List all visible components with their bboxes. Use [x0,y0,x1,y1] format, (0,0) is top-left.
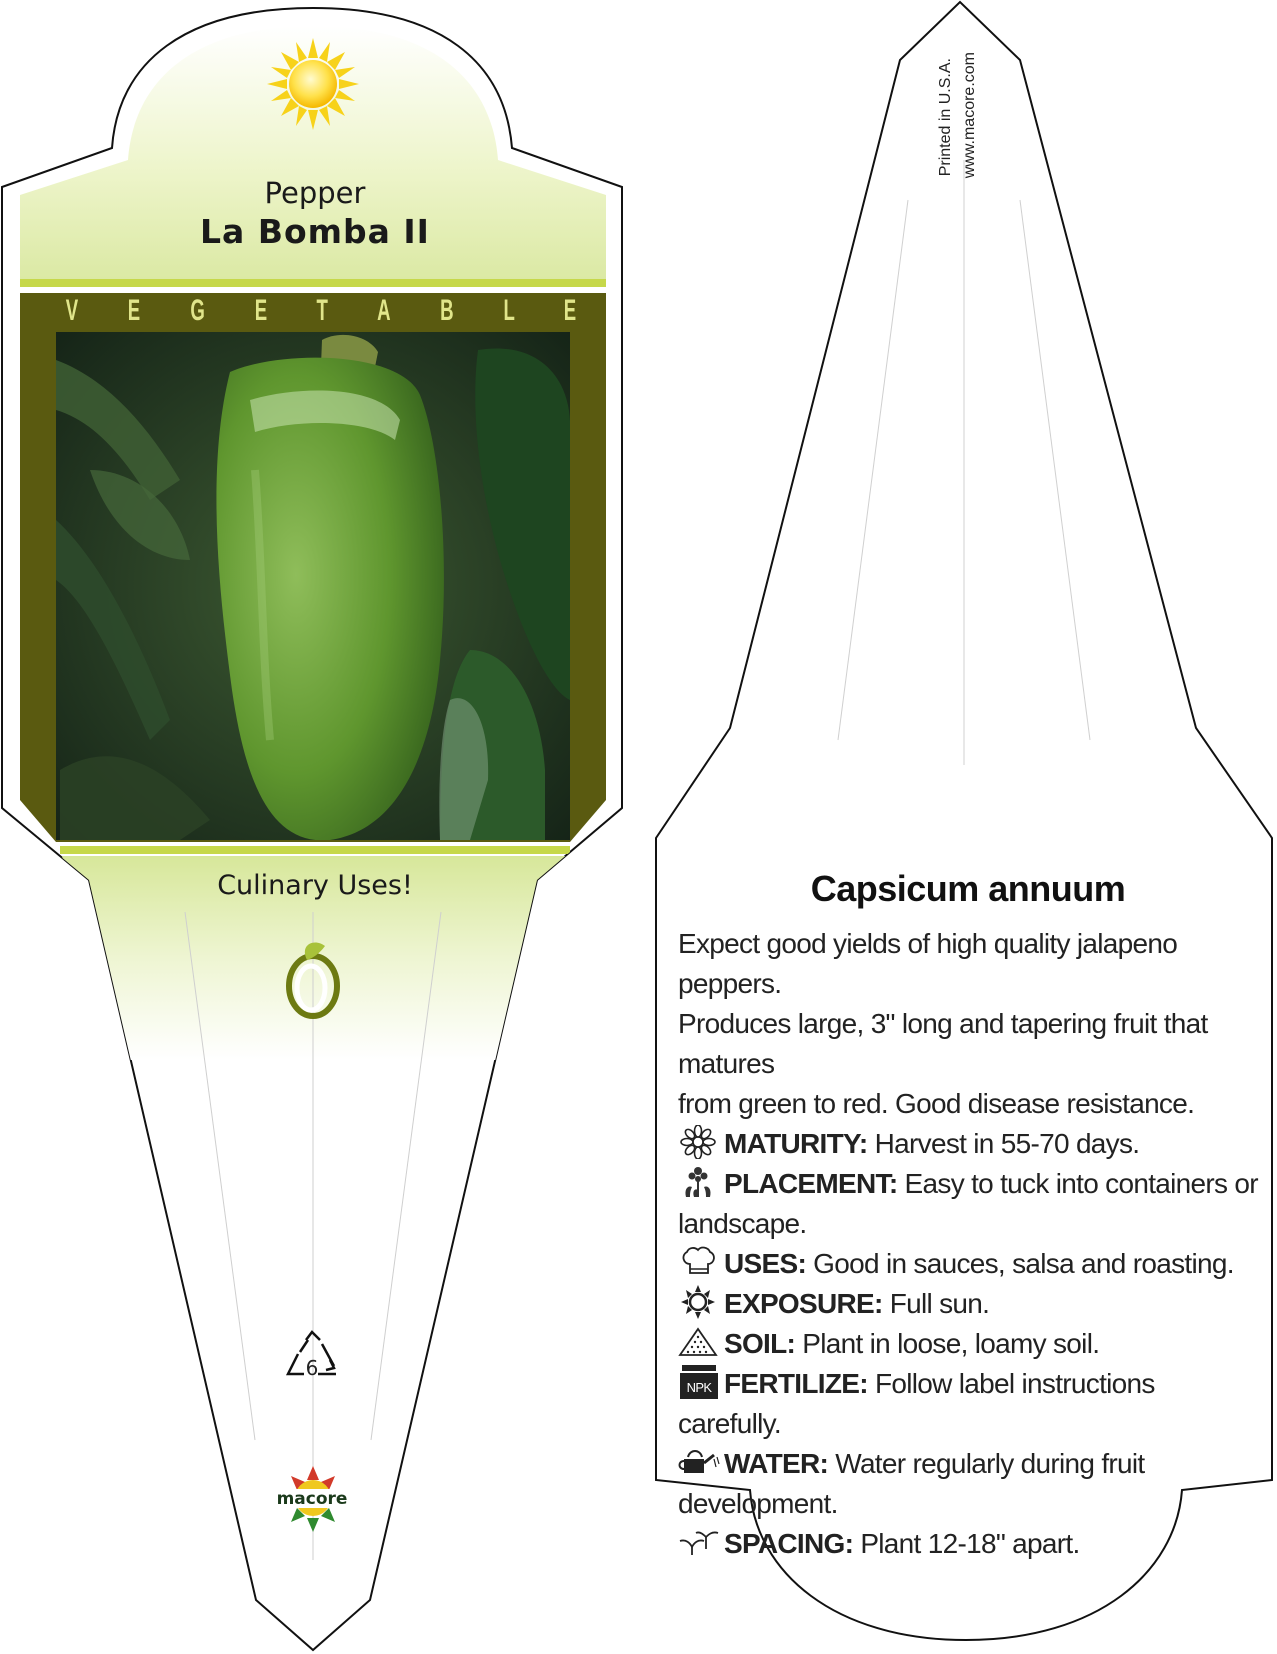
description-line: Expect good yields of high quality jalapeno peppers. [678,928,1178,999]
category-letter: E [254,294,268,327]
website: www.macore.com [961,52,978,179]
care-spacing [678,1524,1258,1564]
description-line: Produces large, 3" long and tapering fruit that matures [678,1008,1208,1079]
category-letter: A [376,294,391,327]
soil-icon [678,1325,720,1359]
care-label: USES: [724,1248,807,1279]
species-name: Capsicum annuum [810,868,1126,909]
care-text: Harvest in 55-70 days. [874,1128,1140,1159]
care-text: development. [678,1488,838,1519]
care-fertilize [678,1364,1258,1444]
variety-name: La Bomba II [200,212,430,251]
recycle-code: 6 [305,1356,319,1380]
category-letter: G [190,294,205,327]
npk-icon [678,1365,720,1399]
care-text: Plant 12-18" apart. [860,1528,1080,1559]
care-text: Follow label instructions carefully. [678,1368,1155,1439]
care-text: Water regularly during fruit [835,1448,1145,1479]
care-maturity [678,1124,1258,1164]
care-label: FERTILIZE: [724,1368,868,1399]
care-water [678,1444,1258,1524]
watering-can-icon [678,1445,720,1479]
care-text: Easy to tuck into containers or [904,1168,1258,1199]
category-letter: E [563,294,577,327]
flower-icon [678,1125,720,1159]
category-letter: L [503,294,515,327]
care-info [678,868,1258,1564]
plants-icon [678,1165,720,1199]
care-label: MATURITY: [724,1128,868,1159]
care-text: landscape. [678,1208,807,1239]
common-name: Pepper [264,176,366,210]
brand-name: macore [276,1489,348,1509]
category-letter: B [440,294,454,327]
category-letter: T [316,294,328,327]
description [678,924,1258,1124]
care-label: SPACING: [724,1528,854,1559]
svg-text:NPK: NPK [686,1380,712,1395]
care-text: Full sun. [889,1288,990,1319]
product-photo [56,332,570,840]
care-placement [678,1164,1258,1244]
chef-hat-icon [678,1245,720,1279]
care-label: SOIL: [724,1328,796,1359]
care-label: WATER: [724,1448,829,1479]
spacing-icon [678,1525,720,1559]
category-band [20,294,608,328]
feature-text: Culinary Uses! [217,870,413,901]
sun-icon [678,1285,720,1319]
care-label: EXPOSURE: [724,1288,883,1319]
care-soil [678,1324,1258,1364]
care-label: PLACEMENT: [724,1168,898,1199]
care-text: Good in sauces, salsa and roasting. [813,1248,1234,1279]
printed-in: Printed in U.S.A. [937,58,954,177]
category-letter: E [127,294,141,327]
care-text: Plant in loose, loamy soil. [802,1328,1100,1359]
description-line: from green to red. Good disease resistance. [678,1088,1195,1119]
care-exposure [678,1284,1258,1324]
category-letter: V [65,294,79,327]
care-uses [678,1244,1258,1284]
